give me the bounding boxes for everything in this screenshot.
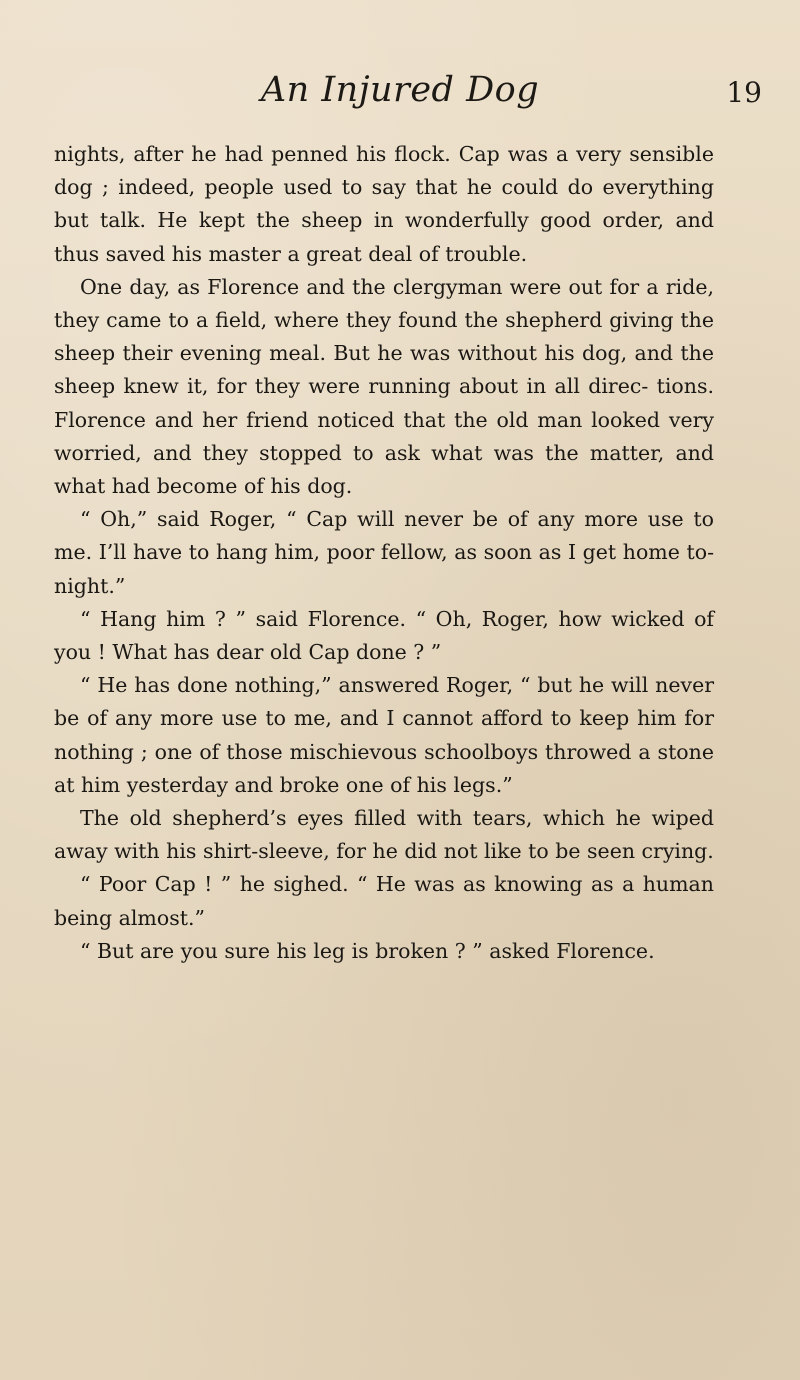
paragraph-dialogue: “ Oh,” said Roger, “ Cap will never be of any more use to me. I’ll have to hang him, poor fellow, as soon as I get home to-night.” bbox=[54, 507, 714, 598]
body-text bbox=[54, 138, 714, 968]
paragraph-dialogue: “ He has done nothing,” answered Roger, “ but he will never be of any more use to me, and I cannot afford to keep him for nothing ; one of those mischievous schoolboys throwed a stone at him yesterday and broke one of his legs.” bbox=[54, 673, 714, 797]
page-number: 19 bbox=[726, 76, 762, 109]
running-title: An Injured Dog bbox=[260, 70, 540, 110]
paragraph-dialogue: “ Hang him ? ” said Florence. “ Oh, Roger, how wicked of you ! What has dear old Cap done ? ” bbox=[54, 606, 714, 665]
page-header bbox=[0, 70, 800, 120]
paragraph: The old shepherd’s eyes filled with tears, which he wiped away with his shirt-sleeve, for he did not like to be seen crying. bbox=[54, 806, 714, 864]
paragraph-dialogue: “ But are you sure his leg is broken ? ” asked Florence. bbox=[80, 938, 655, 963]
paragraph-continued: nights, after he had penned his flock. Cap was a very sensible dog ; indeed, people used to say that he could do everything but talk. He kept the sheep in wonderfully good order, and thus saved his master a great deal of trouble. bbox=[54, 142, 714, 266]
paragraph: One day, as Florence and the clergyman were out for a ride, they came to a field, where they found the shepherd giving the sheep their evening meal. But he was without his dog, and the sheep knew it, for they were running about in all direc- tions. Florence and her friend noticed that the old man looked very worried, and they stopped to ask what was the matter, and what had become of his dog. bbox=[54, 274, 714, 499]
paragraph-dialogue: “ Poor Cap ! ” he sighed. “ He was as knowing as a human being almost.” bbox=[54, 872, 714, 930]
